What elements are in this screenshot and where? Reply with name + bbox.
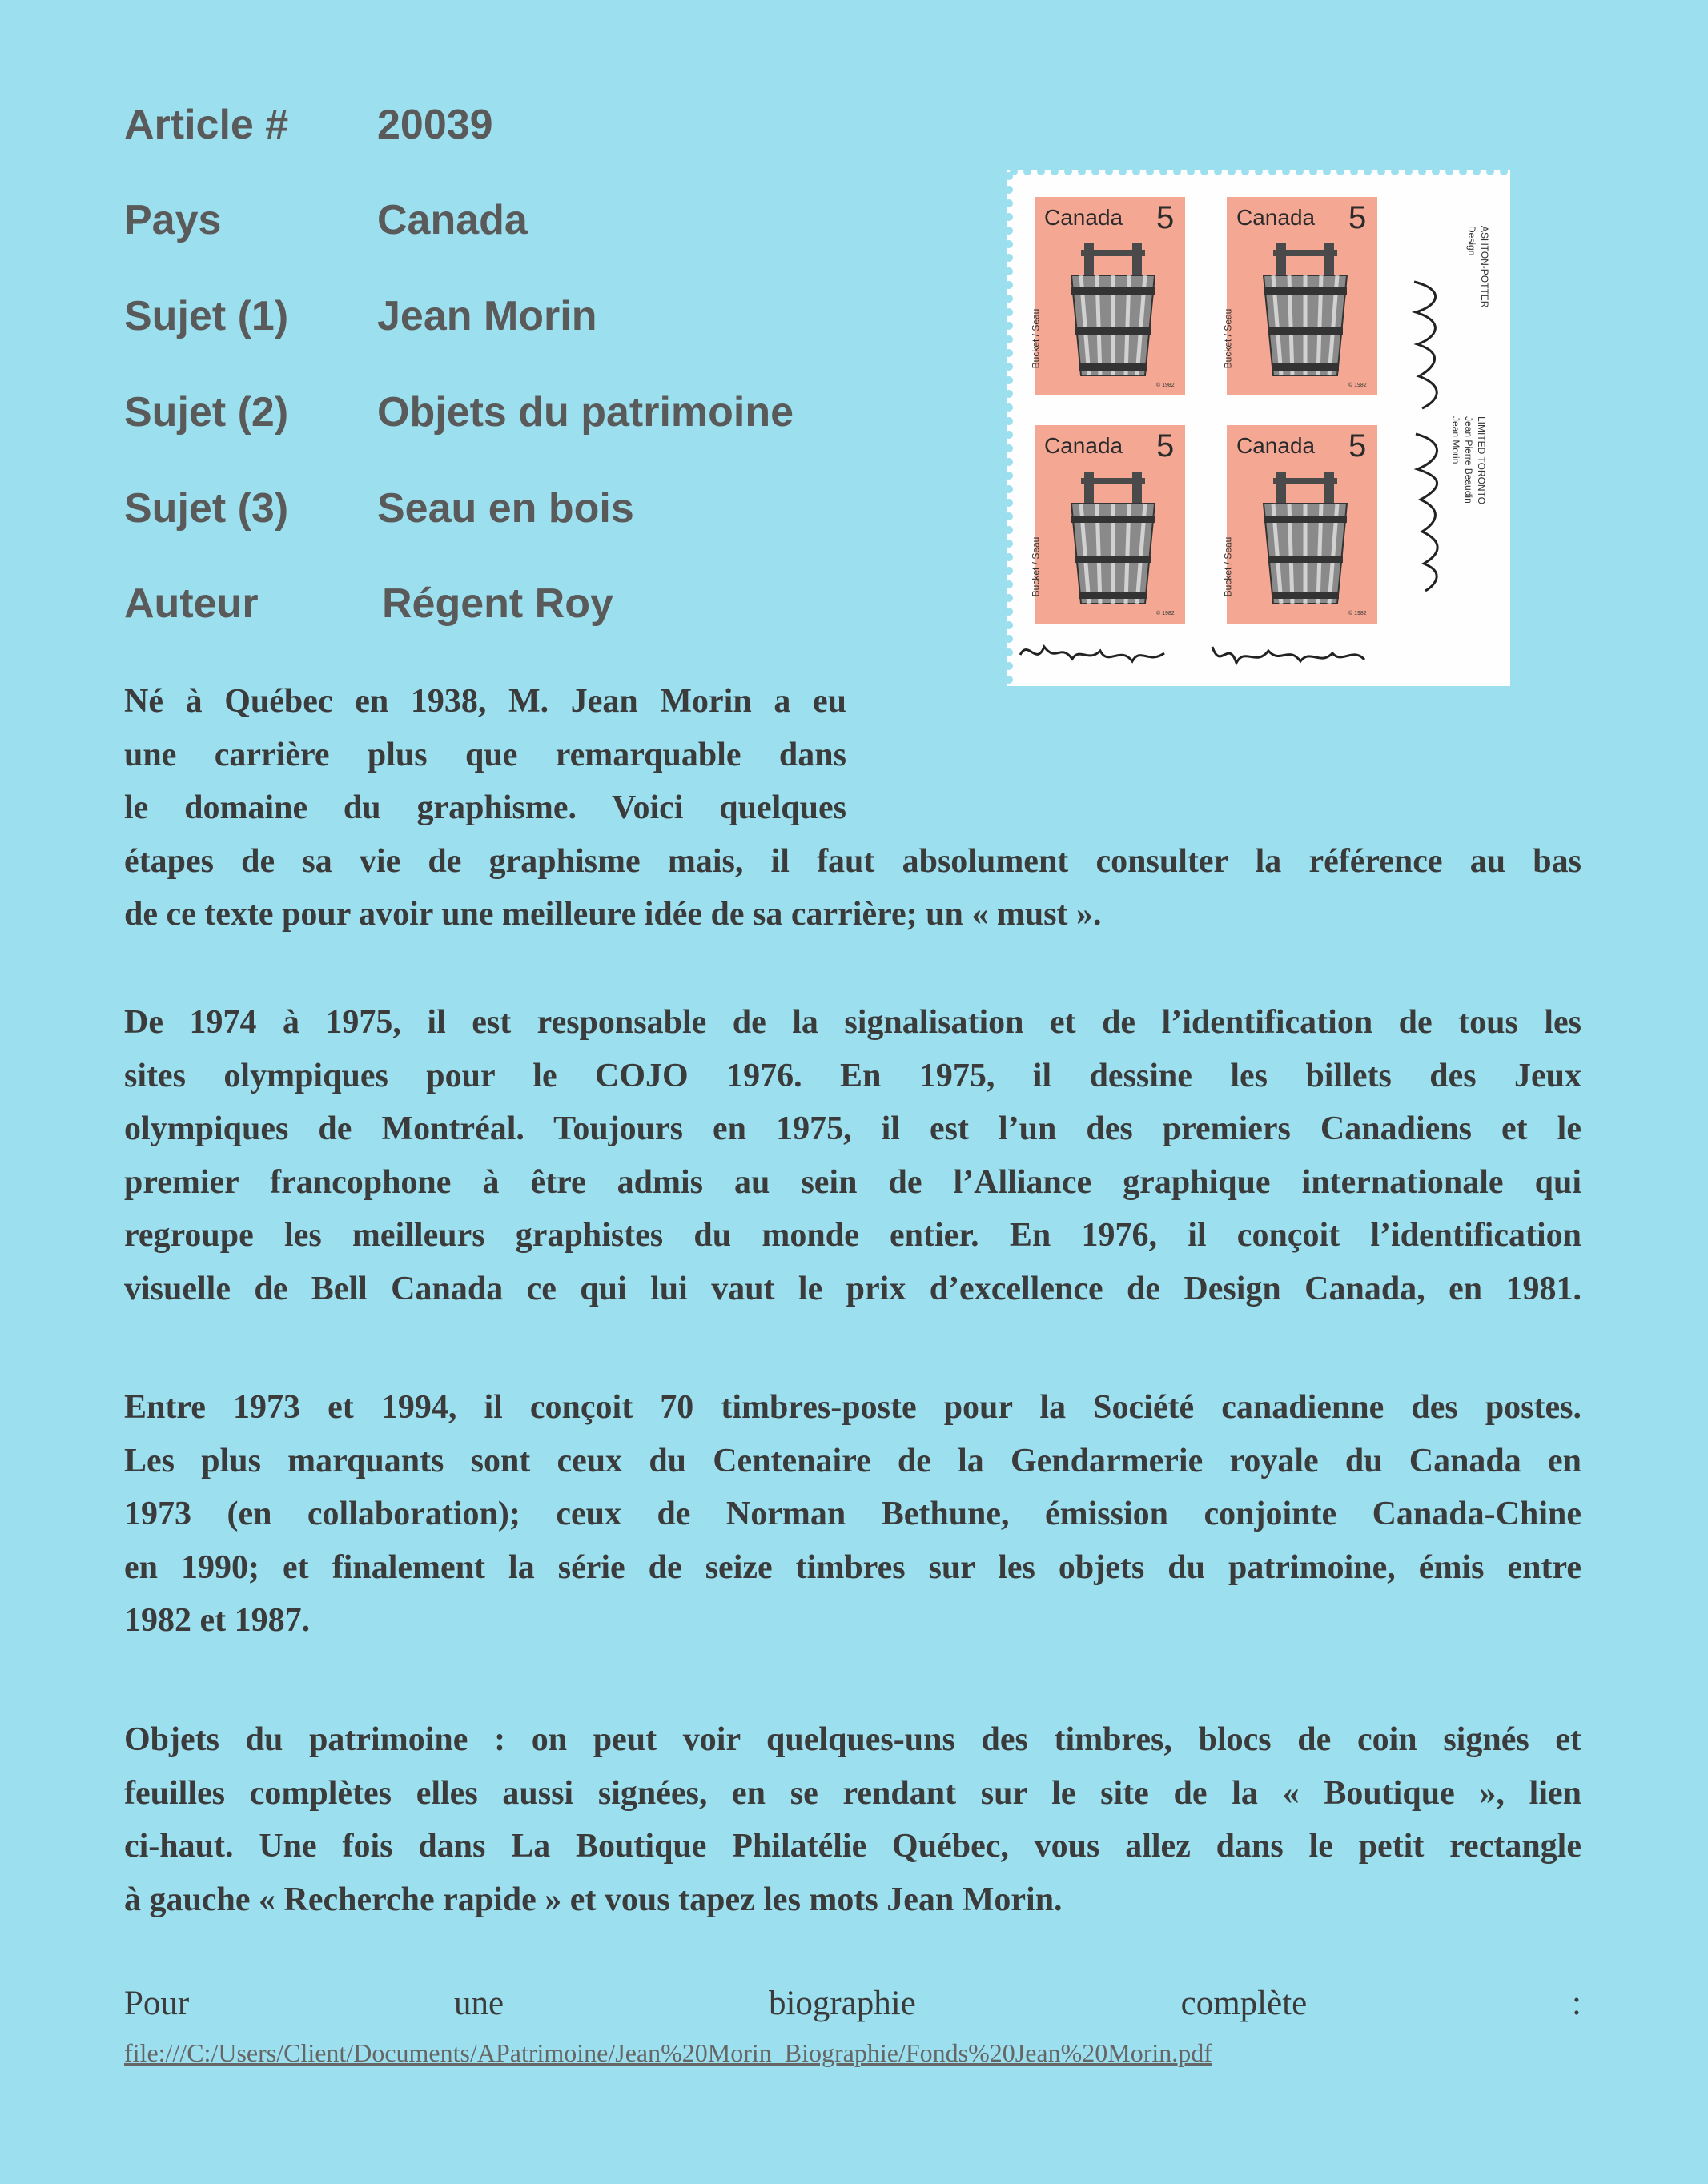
text-line: 1982 et 1987.: [124, 1602, 311, 1639]
perforation-hole: [1473, 170, 1481, 175]
info-label: Auteur: [124, 580, 259, 627]
stamp-caption: Bucket / Seau: [1222, 536, 1234, 597]
bucket-illustration: [1257, 243, 1353, 379]
paragraph-olympiques: [124, 996, 1581, 1315]
perforation-hole: [1105, 170, 1113, 175]
text-line: De 1974 à 1975, il est responsable de la signalisation et de l’identification de tous les: [124, 1004, 1581, 1041]
perforation-hole: [1486, 170, 1494, 175]
stamp-year: © 1982: [1348, 611, 1367, 616]
stamp-country: Canada: [1236, 433, 1316, 458]
info-label: Article #: [124, 102, 289, 148]
imprint-line: LIMITED TORONTO: [1476, 416, 1487, 505]
perforation-hole: [1309, 170, 1317, 175]
stamp-caption: Bucket / Seau: [1030, 536, 1042, 597]
stamp-value: 5: [1348, 200, 1367, 235]
perforation-hole: [1007, 254, 1013, 262]
stamp-corner-block: [1007, 170, 1510, 686]
perforation-hole: [1007, 431, 1013, 439]
perforation-hole: [1146, 170, 1154, 175]
stamp-year: © 1982: [1348, 383, 1367, 388]
stamp-year: © 1982: [1156, 383, 1175, 388]
stamp-design: [1222, 197, 1377, 395]
perforation-hole: [1051, 170, 1059, 175]
perforation-hole: [1377, 170, 1385, 175]
bucket-illustration: [1065, 243, 1161, 379]
text-line: Né à Québec en 1938, M. Jean Morin a eu: [124, 683, 846, 720]
text-line: Entre 1973 et 1994, il conçoit 70 timbres-poste pour la Société canadienne des postes.: [124, 1389, 1581, 1426]
perforation-hole: [1091, 170, 1099, 175]
signature-jean-morin: [1398, 274, 1462, 594]
stamp-caption: Bucket / Seau: [1030, 308, 1042, 369]
perforation-hole: [1007, 308, 1013, 316]
text-line: étapes de sa vie de graphisme mais, il faut absolument consulter la référence au bas: [124, 842, 1581, 880]
imprint-line: ASHTON-POTTER: [1479, 226, 1490, 308]
bucket-illustration: [1065, 472, 1161, 608]
perforation-hole: [1007, 295, 1013, 303]
info-value: Jean Morin: [377, 293, 597, 339]
info-value: Objets du patrimoine: [377, 389, 794, 436]
stamp-bottom-right: [1214, 412, 1398, 631]
perforation-hole: [1500, 170, 1508, 175]
bucket-illustration: [1257, 472, 1353, 608]
perforation-hole: [1459, 170, 1467, 175]
perforation-hole: [1282, 170, 1290, 175]
perforation-hole: [1119, 170, 1127, 175]
info-label: Sujet (1): [124, 293, 289, 339]
stamp-bottom-left: [1022, 412, 1206, 631]
text-line: le domaine du graphisme. Voici quelques: [124, 789, 846, 826]
stamp-design: [1030, 425, 1185, 624]
perforation-hole: [1037, 170, 1045, 175]
perforation-hole: [1255, 170, 1263, 175]
perforation-hole: [1336, 170, 1344, 175]
perforation-hole: [1391, 170, 1399, 175]
perforation-hole: [1214, 170, 1222, 175]
text-line: en 1990; et finalement la série de seize timbres sur les objets du patrimoine, émis entre: [124, 1548, 1581, 1586]
imprint-line: Jean Pierre Beaudin: [1463, 416, 1474, 504]
perforation-hole: [1296, 170, 1304, 175]
stamp-country: Canada: [1044, 205, 1123, 230]
text-line: une carrière plus que remarquable dans: [124, 736, 846, 773]
text-line: à gauche « Recherche rapide » et vous tapez les mots Jean Morin.: [124, 1881, 1063, 1918]
perforation-hole: [1007, 403, 1013, 412]
perforation-hole: [1445, 170, 1453, 175]
stamp-year: © 1982: [1156, 611, 1175, 616]
perforation-hole: [1007, 485, 1013, 493]
printer-imprint: [1465, 226, 1491, 307]
perforation-hole: [1007, 499, 1013, 507]
perforation-hole: [1007, 363, 1013, 371]
text-line: premier francophone à être admis au sein de l’Alliance graphique internationale qui: [124, 1163, 1581, 1201]
perforation-hole: [1007, 335, 1013, 343]
perforation-hole: [1007, 526, 1013, 534]
perforation-hole: [1418, 170, 1426, 175]
text-line: de ce texte pour avoir une meilleure idée de sa carrière; un « must ».: [124, 896, 1102, 933]
perforation-hole: [1132, 170, 1140, 175]
imprint-line: Jean Morin: [1450, 416, 1461, 464]
info-label: Sujet (2): [124, 389, 289, 436]
info-label: Sujet (3): [124, 485, 289, 532]
perforation-hole: [1007, 417, 1013, 425]
perforation-hole: [1023, 170, 1031, 175]
text-line: 1973 (en collaboration); ceux de Norman Bethune, émission conjointe Canada-Chine: [124, 1495, 1581, 1532]
perforation-hole: [1007, 281, 1013, 289]
text-line: olympiques de Montréal. Toujours en 1975, il est l’un des premiers Canadiens et le: [124, 1110, 1581, 1147]
stamp-top-left: [1022, 184, 1206, 403]
perforation-hole: [1364, 170, 1372, 175]
stamp-country: Canada: [1044, 433, 1123, 458]
perforation-hole: [1007, 608, 1013, 616]
perforation-hole: [1007, 444, 1013, 452]
perforation-hole: [1228, 170, 1236, 175]
perforation-hole: [1268, 170, 1276, 175]
imprint-line: Design: [1466, 226, 1477, 256]
perforation-hole: [1350, 170, 1358, 175]
perforation-hole: [1007, 240, 1013, 248]
text-line: feuilles complètes elles aussi signées, en se rendant sur le site de la « Boutique », lien: [124, 1774, 1581, 1812]
perforation-hole: [1064, 170, 1072, 175]
text-line: ci-haut. Une fois dans La Boutique Philatélie Québec, vous allez dans le petit rectangle: [124, 1828, 1581, 1865]
text-line: regroupe les meilleurs graphistes du monde entier. En 1976, il conçoit l’identification: [124, 1217, 1581, 1254]
perforation-hole: [1323, 170, 1331, 175]
perforation-hole: [1007, 186, 1013, 194]
biographie-link[interactable]: file:///C:/Users/Client/Documents/APatrimoine/Jean%20Morin_Biographie/Fonds%20Jean%20Morin.pdf: [124, 2038, 1212, 2067]
perforation-hole: [1007, 553, 1013, 561]
info-value: Régent Roy: [382, 580, 613, 627]
perforation-hole: [1159, 170, 1167, 175]
info-value: 20039: [377, 102, 493, 148]
perforation-hole: [1405, 170, 1413, 175]
stamp-value: 5: [1156, 428, 1175, 464]
perforation-hole: [1432, 170, 1440, 175]
perforation-hole: [1007, 349, 1013, 357]
stamp-design: [1030, 197, 1185, 395]
perforation-hole: [1007, 594, 1013, 602]
text-line: Objets du patrimoine : on peut voir quelques-uns des timbres, blocs de coin signés et: [124, 1721, 1581, 1758]
info-value: Canada: [377, 197, 528, 243]
info-value: Seau en bois: [377, 485, 634, 532]
stamp-country: Canada: [1236, 205, 1316, 230]
perforation-hole: [1007, 227, 1013, 235]
perforation-hole: [1187, 170, 1195, 175]
perforation-hole: [1007, 322, 1013, 330]
stamp-value: 5: [1156, 200, 1175, 235]
perforation-hole: [1241, 170, 1249, 175]
stamp-top-right: [1214, 184, 1398, 403]
perforation-hole: [1078, 170, 1086, 175]
perforation-hole: [1007, 472, 1013, 480]
perforation-hole: [1007, 267, 1013, 275]
perforation-hole: [1007, 458, 1013, 466]
text-line: Les plus marquants sont ceux du Centenaire de la Gendarmerie royale du Canada en: [124, 1442, 1581, 1479]
perforation-hole: [1007, 512, 1013, 520]
text-line: sites olympiques pour le COJO 1976. En 1975, il dessine les billets des Jeux: [124, 1057, 1581, 1094]
signature-jean-pierre-beaudin: [1012, 631, 1397, 679]
perforation-hole: [1007, 567, 1013, 575]
biographie-line: [124, 1984, 1581, 2023]
perforation-hole: [1007, 390, 1013, 398]
stamp-caption: Bucket / Seau: [1222, 308, 1234, 369]
perforation-hole: [1007, 580, 1013, 588]
perforation-hole: [1173, 170, 1181, 175]
paragraph-boutique: [124, 1713, 1581, 1926]
perforation-hole: [1007, 213, 1013, 221]
stamp-value: 5: [1348, 428, 1367, 464]
perforation-hole: [1200, 170, 1208, 175]
paragraph-timbres: [124, 1381, 1581, 1648]
paragraph-intro: [124, 675, 1581, 941]
perforation-hole: [1007, 540, 1013, 548]
stamp-design: [1222, 425, 1377, 624]
biographie-text: Pour une biographie complète :: [124, 1985, 1581, 2022]
perforation-hole: [1007, 621, 1013, 629]
perforation-hole: [1007, 376, 1013, 384]
info-label: Pays: [124, 197, 222, 243]
perforation-hole: [1007, 199, 1013, 207]
text-line: visuelle de Bell Canada ce qui lui vaut le prix d’excellence de Design Canada, en 1981.: [124, 1270, 1581, 1307]
